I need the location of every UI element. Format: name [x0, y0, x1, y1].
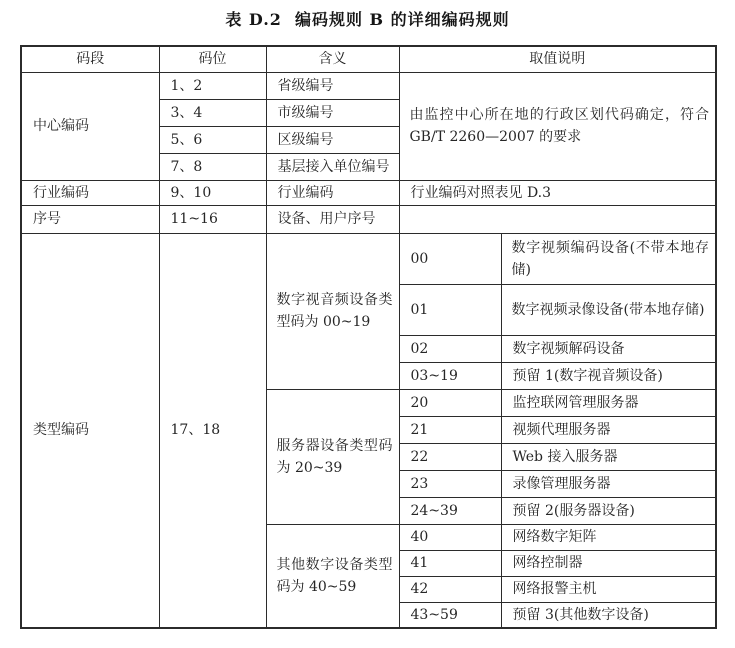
serial-segment-cell: 序号 — [21, 205, 159, 233]
document-title — [0, 7, 735, 30]
coding-rule-table — [20, 45, 717, 629]
type-desc-cell-oth-0: 网络数字矩阵 — [501, 524, 716, 550]
type-code-cell-oth-3: 43~59 — [399, 602, 501, 628]
table-caption: 编码规则 B 的详细编码规则 — [294, 10, 510, 29]
type-desc-cell-srv-3: 录像管理服务器 — [501, 470, 716, 497]
col-header-value: 取值说明 — [399, 46, 716, 72]
center-pos-cell-2: 5、6 — [159, 126, 266, 153]
table-row — [21, 205, 716, 233]
center-meaning-cell-3: 基层接入单位编号 — [266, 153, 399, 180]
type-group-meaning-server: 服务器设备类型码为 20~39 — [266, 389, 399, 524]
type-desc-cell-srv-1: 视频代理服务器 — [501, 416, 716, 443]
industry-pos-cell: 9、10 — [159, 180, 266, 205]
type-segment-cell: 类型编码 — [21, 233, 159, 628]
type-code-cell-srv-1: 21 — [399, 416, 501, 443]
center-segment-cell: 中心编码 — [21, 72, 159, 180]
type-desc-cell-srv-2: Web 接入服务器 — [501, 443, 716, 470]
center-meaning-cell-1: 市级编号 — [266, 99, 399, 126]
table-row — [21, 180, 716, 205]
table-header-row — [21, 46, 716, 72]
type-code-cell-srv-4: 24~39 — [399, 497, 501, 524]
center-pos-cell-0: 1、2 — [159, 72, 266, 99]
serial-value-note-cell — [399, 205, 716, 233]
serial-meaning-cell: 设备、用户序号 — [266, 205, 399, 233]
table-row — [21, 233, 716, 284]
type-code-cell-av-0: 00 — [399, 233, 501, 284]
type-desc-cell-av-0: 数字视频编码设备(不带本地存储) — [501, 233, 716, 284]
type-desc-cell-oth-3: 预留 3(其他数字设备) — [501, 602, 716, 628]
type-desc-cell-av-3: 预留 1(数字视音频设备) — [501, 362, 716, 389]
table-number: 表 D.2 — [225, 10, 282, 29]
type-pos-cell: 17、18 — [159, 233, 266, 628]
type-desc-cell-av-2: 数字视频解码设备 — [501, 335, 716, 362]
type-code-cell-av-2: 02 — [399, 335, 501, 362]
type-desc-cell-srv-4: 预留 2(服务器设备) — [501, 497, 716, 524]
industry-meaning-cell: 行业编码 — [266, 180, 399, 205]
type-code-cell-srv-0: 20 — [399, 389, 501, 416]
center-pos-cell-1: 3、4 — [159, 99, 266, 126]
col-header-segment: 码段 — [21, 46, 159, 72]
industry-value-note-cell: 行业编码对照表见 D.3 — [399, 180, 716, 205]
center-pos-cell-3: 7、8 — [159, 153, 266, 180]
type-desc-cell-av-1: 数字视频录像设备(带本地存储) — [501, 284, 716, 335]
type-code-cell-srv-3: 23 — [399, 470, 501, 497]
type-desc-cell-oth-2: 网络报警主机 — [501, 576, 716, 602]
col-header-meaning: 含义 — [266, 46, 399, 72]
type-group-meaning-other: 其他数字设备类型码为 40~59 — [266, 524, 399, 628]
type-desc-cell-oth-1: 网络控制器 — [501, 550, 716, 576]
center-meaning-cell-2: 区级编号 — [266, 126, 399, 153]
table-row — [21, 72, 716, 99]
type-code-cell-srv-2: 22 — [399, 443, 501, 470]
type-code-cell-oth-2: 42 — [399, 576, 501, 602]
industry-segment-cell: 行业编码 — [21, 180, 159, 205]
type-code-cell-av-3: 03~19 — [399, 362, 501, 389]
type-code-cell-oth-1: 41 — [399, 550, 501, 576]
serial-pos-cell: 11~16 — [159, 205, 266, 233]
center-value-note-cell: 由监控中心所在地的行政区划代码确定，符合 GB/T 2260—2007 的要求 — [399, 72, 716, 180]
type-group-meaning-av: 数字视音频设备类型码为 00~19 — [266, 233, 399, 389]
col-header-position: 码位 — [159, 46, 266, 72]
type-code-cell-av-1: 01 — [399, 284, 501, 335]
type-desc-cell-srv-0: 监控联网管理服务器 — [501, 389, 716, 416]
center-meaning-cell-0: 省级编号 — [266, 72, 399, 99]
type-code-cell-oth-0: 40 — [399, 524, 501, 550]
